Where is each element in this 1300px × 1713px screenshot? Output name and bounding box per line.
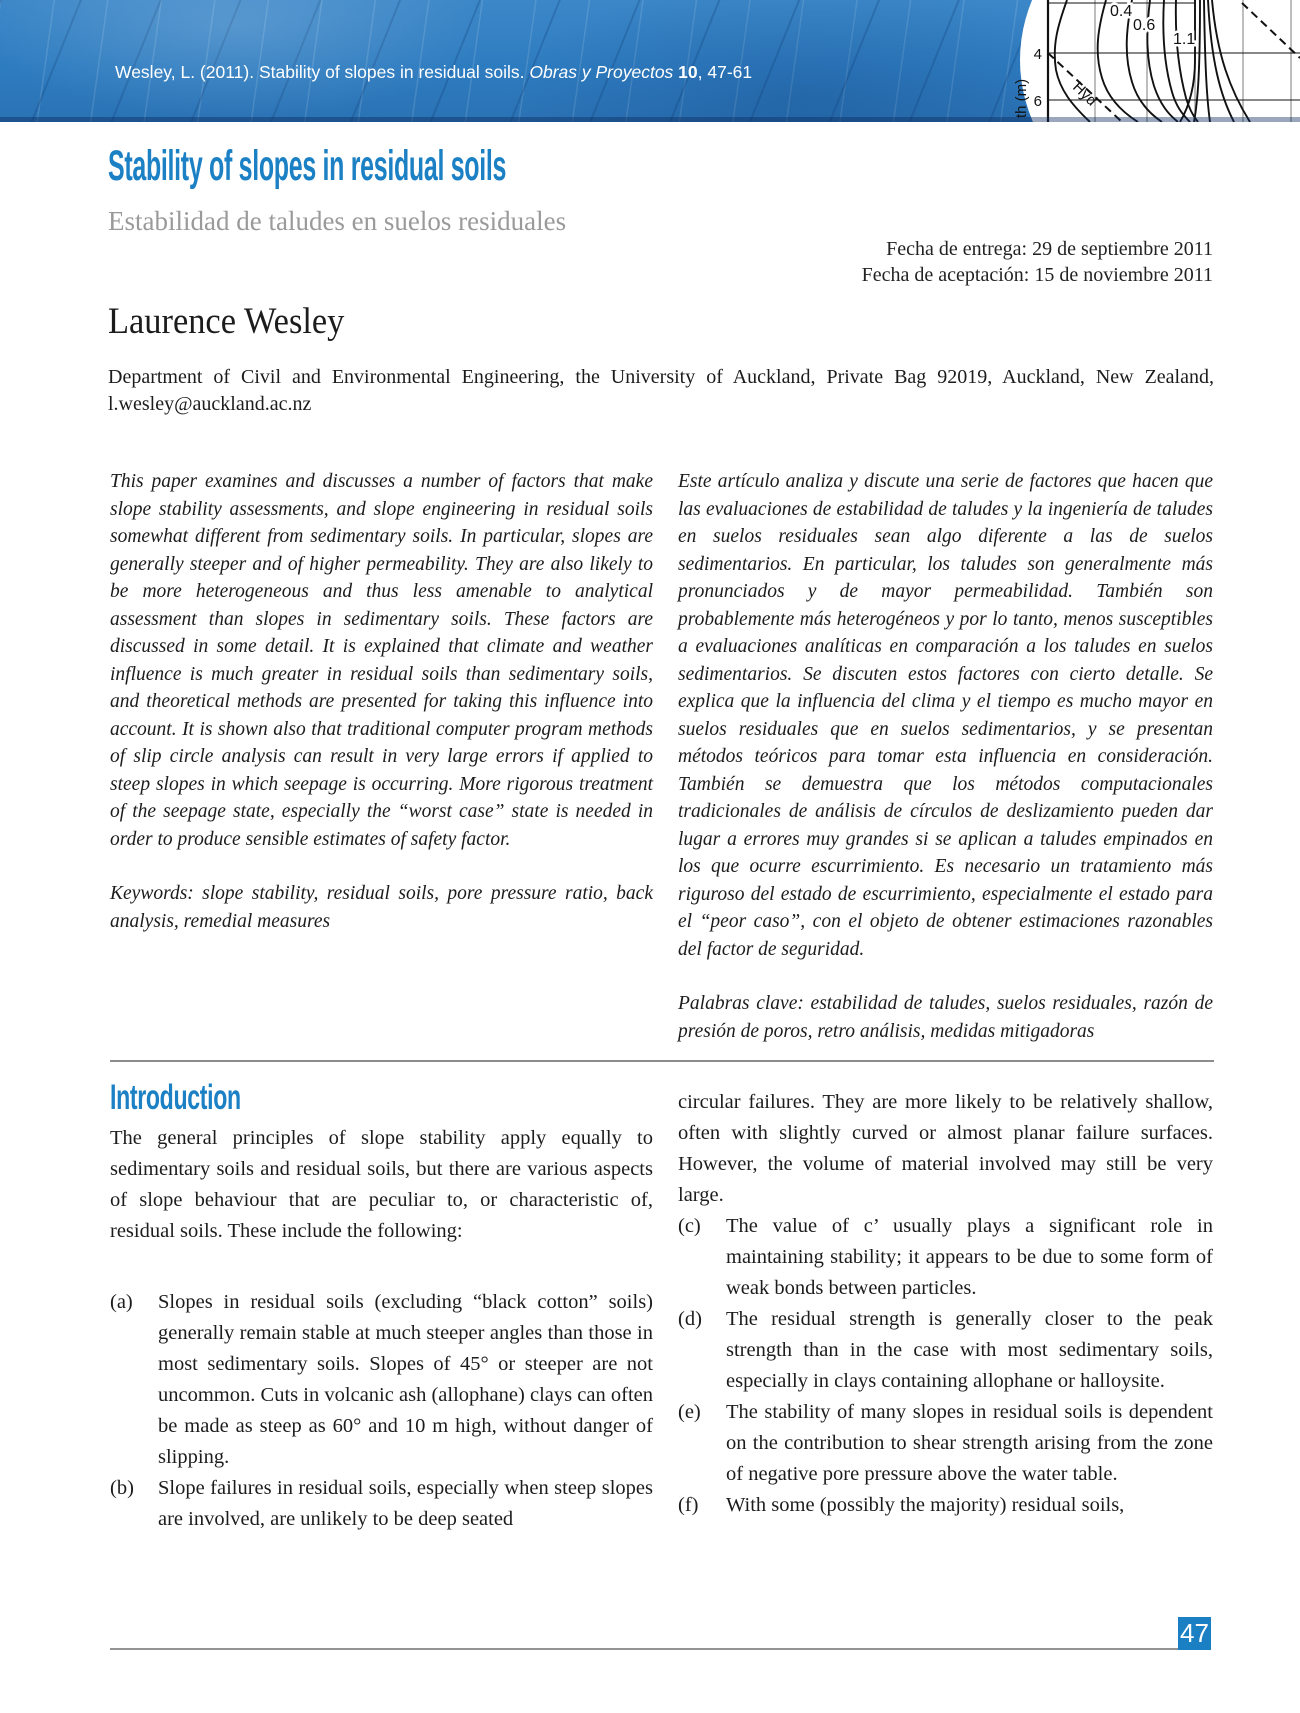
introduction-left-column xyxy=(110,1078,653,1535)
list-item-a-text: Slopes in residual soils (excluding “black cotton” soils) generally remain stable at much steeper angles than those in most sedimentary soils. Slopes of 45° or steeper are not uncommon. Cuts in volcanic ash (allophane) clays can often be made as steep as 60° and 10 m high, without danger of slipping. xyxy=(158,1291,653,1468)
abstract-spanish-column xyxy=(678,468,1213,1045)
list-item-b-text: Slope failures in residual soils, especially when steep slopes are involved, are unlikely to be deep seated xyxy=(158,1477,653,1530)
header-band xyxy=(0,0,1300,122)
header-chart xyxy=(1010,0,1300,122)
page-subtitle: Estabilidad de taludes en suelos residuales xyxy=(108,206,567,236)
list-item-a-label: (a) xyxy=(110,1291,133,1313)
list-item-f-label: (f) xyxy=(678,1494,699,1516)
introduction-lead: The general principles of slope stability apply equally to sedimentary soils and residual soils, but there are various aspects of slope behaviour that are peculiar to, or characteristic of, residual soils. These include the following: xyxy=(110,1127,653,1242)
citation-journal-italic: Obras y Proyectos xyxy=(529,62,674,82)
list-item-d-text: The residual strength is generally closer to the peak strength than in the case with most sedimentary soils, especially in clays containing allophane or halloysite. xyxy=(726,1308,1213,1392)
footer-rule xyxy=(110,1648,1178,1650)
list-item-e xyxy=(678,1397,1213,1490)
citation-pages: , 47-61 xyxy=(697,62,753,82)
author-affiliation: Department of Civil and Environmental Engineering, the University of Auckland, Private Bag 92019, Auckland, New Zealand, l.wesley@auckland.ac.nz xyxy=(108,366,1214,415)
list-item-c-text: The value of c’ usually plays a significant role in maintaining stability; it appears to be due to some form of weak bonds between particles. xyxy=(726,1215,1213,1299)
chart-line-label-fragment: Hyd xyxy=(1069,78,1101,110)
chart-tick-6: 6 xyxy=(1033,93,1042,110)
list-item-d-label: (d) xyxy=(678,1308,702,1330)
list-item-e-text: The stability of many slopes in residual soils is dependent on the contribution to shear strength arising from the zone of negative pore pressure above the water table. xyxy=(726,1401,1213,1485)
list-item-b xyxy=(110,1473,653,1535)
page-number-badge: 47 xyxy=(1178,1617,1211,1650)
section-divider xyxy=(110,1060,1214,1062)
abstract-palabras-clave: Palabras clave: estabilidad de taludes, suelos residuales, razón de presión de poros, retro análisis, medidas mitigadoras xyxy=(678,993,1213,1042)
abstract-english-column xyxy=(110,468,653,935)
list-item-f xyxy=(678,1490,1213,1521)
date-received: Fecha de entrega: 29 de septiembre 2011 xyxy=(886,238,1213,260)
contour-label-04: 0.4 xyxy=(1110,3,1133,20)
chart-yaxis-label-fragment: th (m) xyxy=(1013,78,1030,118)
list-item-b-continuation: circular failures. They are more likely to be relatively shallow, often with slightly curved or almost planar failure surfaces. However, the volume of material involved may still be very large. xyxy=(678,1091,1213,1206)
page-title: Stability of slopes in residual soils xyxy=(108,142,507,190)
introduction-list-left xyxy=(110,1287,653,1535)
submission-dates xyxy=(862,236,1213,288)
citation-volume: 10 xyxy=(673,62,698,82)
list-item-a xyxy=(110,1287,653,1473)
list-item-c-label: (c) xyxy=(678,1215,701,1237)
contour-label-11: 1.1 xyxy=(1173,31,1196,48)
list-item-c xyxy=(678,1211,1213,1304)
list-item-f-text: With some (possibly the majority) residual soils, xyxy=(726,1494,1125,1516)
introduction-right-column xyxy=(678,1087,1213,1521)
list-item-e-label: (e) xyxy=(678,1401,701,1423)
header-citation xyxy=(115,62,752,83)
citation-text: Wesley, L. (2011). Stability of slopes in residual soils. xyxy=(115,62,530,82)
abstract-keywords: Keywords: slope stability, residual soils, pore pressure ratio, back analysis, remedial measures xyxy=(110,883,653,932)
contour-label-06: 0.6 xyxy=(1133,17,1156,34)
list-item-d xyxy=(678,1304,1213,1397)
abstract-spanish: Este artículo analiza y discute una serie de factores que hacen que las evaluaciones de estabilidad de taludes y la ingeniería de taludes en suelos residuales sean algo diferente a las de suelos sedimentarios. En particular, los taludes son generalmente más pronunciados y de mayor permeabilidad. También son probablemente más heterogéneos y por lo tanto, menos susceptibles a evaluaciones analíticas en comparación a los taludes en suelos sedimentarios. Se discuten estos factores con cierto detalle. Se explica que la influencia del clima y el tiempo es mucho mayor en suelos residuales que en suelos sedimentarios, y se presentan métodos teóricos para tomar esta influencia en consideración. También se demuestra que los métodos computacionales tradicionales de análisis de círculos de deslizamiento pueden dar lugar a errores muy grandes si se aplican a taludes empinados en los que ocurre escurrimiento. Es necesario un tratamiento más riguroso del estado de escurrimiento, especialmente el estado para el “peor caso”, con el objeto de obtener estimaciones razonables del factor de seguridad. xyxy=(678,471,1213,960)
chart-tick-4: 4 xyxy=(1033,46,1042,63)
author-name: Laurence Wesley xyxy=(108,301,345,342)
introduction-heading: Introduction xyxy=(110,1078,241,1117)
date-accepted: Fecha de aceptación: 15 de noviembre 2011 xyxy=(861,264,1213,286)
header-band-edge xyxy=(0,117,1300,122)
list-item-b-label: (b) xyxy=(110,1477,134,1499)
abstract-english: This paper examines and discusses a number of factors that make slope stability assessments, and slope engineering in residual soils somewhat different from sedimentary soils. In particular, slopes are generally steeper and of higher permeability. They are also likely to be more heterogeneous and thus less amenable to analytical assessment than slopes in sedimentary soils. These factors are discussed in some detail. It is explained that climate and weather influence is much greater in residual soils than sedimentary soils, and theoretical methods are presented for taking this influence into account. It is shown also that traditional computer program methods of slip circle analysis can result in very large errors if applied to steep slopes in which seepage is occurring. More rigorous treatment of the seepage state, especially the “worst case” state is needed in order to produce sensible estimates of safety factor. xyxy=(110,471,653,850)
